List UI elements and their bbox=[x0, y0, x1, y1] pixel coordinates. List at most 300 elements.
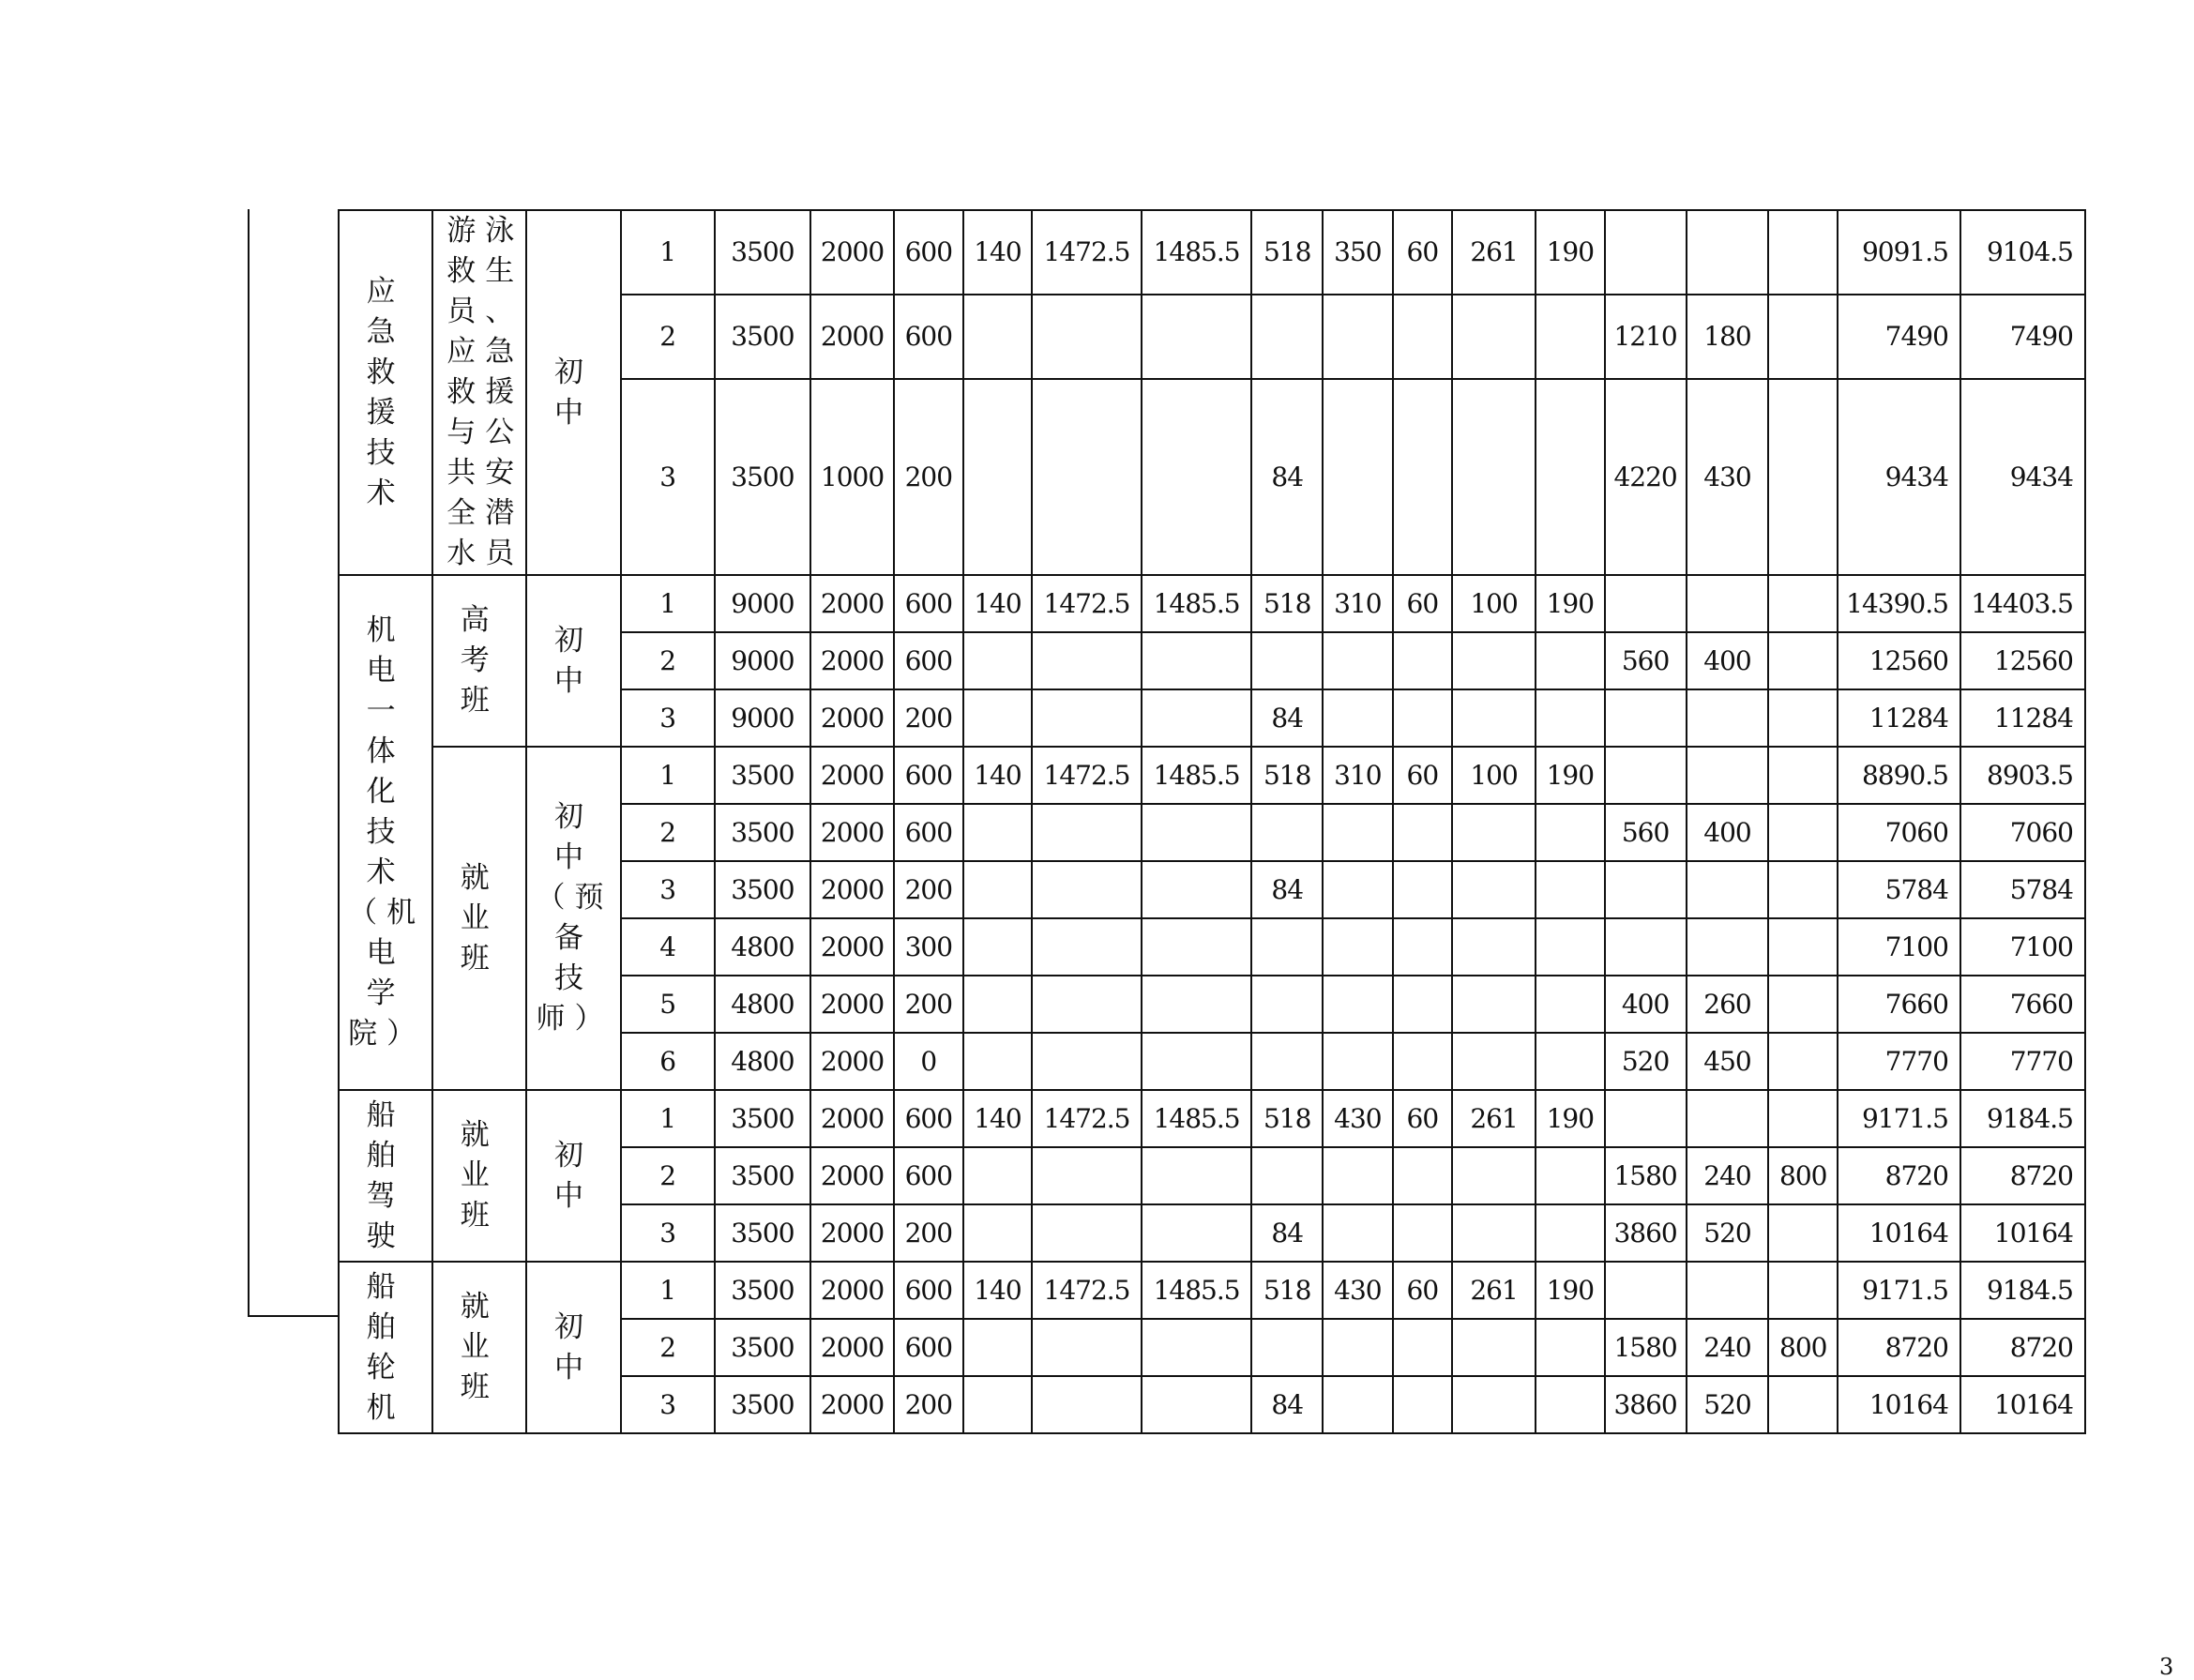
table-cell: 400 bbox=[1687, 632, 1769, 689]
table-cell bbox=[1032, 1147, 1142, 1204]
table-cell: 2000 bbox=[810, 1090, 894, 1147]
table-cell bbox=[1142, 1204, 1252, 1262]
table-cell: 8720 bbox=[1838, 1147, 1960, 1204]
table-cell: 261 bbox=[1452, 1262, 1536, 1319]
class-type: 就业班 bbox=[460, 1290, 499, 1404]
table-cell: 3 bbox=[621, 1204, 715, 1262]
table-cell: 190 bbox=[1536, 1262, 1605, 1319]
table-cell: 100 bbox=[1452, 575, 1536, 632]
table-cell bbox=[963, 295, 1033, 379]
table-cell: 260 bbox=[1687, 976, 1769, 1033]
table-cell: 60 bbox=[1393, 575, 1452, 632]
table-cell: 3860 bbox=[1605, 1204, 1687, 1262]
table-cell bbox=[1142, 1147, 1252, 1204]
table-cell: 1 bbox=[621, 210, 715, 295]
table-cell: 9091.5 bbox=[1838, 210, 1960, 295]
major-name: 机电一体化技术（机电学院） bbox=[348, 613, 426, 1051]
table-cell bbox=[1323, 1204, 1393, 1262]
table-cell: 200 bbox=[894, 689, 963, 747]
table-cell bbox=[1251, 295, 1323, 379]
table-cell bbox=[1142, 689, 1252, 747]
table-cell: 3500 bbox=[715, 747, 810, 804]
major-cell bbox=[339, 1090, 432, 1262]
table-cell: 9000 bbox=[715, 689, 810, 747]
table-cell: 520 bbox=[1687, 1204, 1769, 1262]
table-cell bbox=[1768, 1204, 1838, 1262]
table-cell: 600 bbox=[894, 1147, 963, 1204]
class-type-cell bbox=[432, 1090, 526, 1262]
table-cell: 1 bbox=[621, 1262, 715, 1319]
table-cell: 3500 bbox=[715, 210, 810, 295]
table-cell bbox=[1393, 1033, 1452, 1090]
page-number: 3 bbox=[2159, 1654, 2174, 1680]
table-cell bbox=[963, 1204, 1033, 1262]
table-cell: 8720 bbox=[1838, 1319, 1960, 1376]
class-type-cell bbox=[432, 1262, 526, 1433]
table-cell: 1 bbox=[621, 1090, 715, 1147]
table-cell: 1580 bbox=[1605, 1147, 1687, 1204]
table-cell: 2000 bbox=[810, 575, 894, 632]
table-cell bbox=[1687, 575, 1769, 632]
table-cell: 200 bbox=[894, 976, 963, 1033]
table-cell bbox=[963, 918, 1033, 976]
table-cell bbox=[1768, 295, 1838, 379]
entry-level-cell bbox=[526, 210, 620, 575]
table-cell bbox=[1142, 861, 1252, 918]
table-cell bbox=[1452, 379, 1536, 575]
entry-level-cell bbox=[526, 1090, 620, 1262]
table-cell: 190 bbox=[1536, 1090, 1605, 1147]
table-cell: 7490 bbox=[1960, 295, 2085, 379]
table-cell: 2000 bbox=[810, 918, 894, 976]
table-cell: 7060 bbox=[1838, 804, 1960, 861]
table-cell bbox=[1251, 1147, 1323, 1204]
table-cell bbox=[963, 1319, 1033, 1376]
table-cell bbox=[1768, 861, 1838, 918]
table-cell bbox=[1536, 1147, 1605, 1204]
table-cell bbox=[1393, 1204, 1452, 1262]
class-type-cell bbox=[432, 210, 526, 575]
table-cell: 261 bbox=[1452, 1090, 1536, 1147]
table-cell bbox=[1142, 379, 1252, 575]
table-cell: 4800 bbox=[715, 976, 810, 1033]
table-cell bbox=[1605, 1262, 1687, 1319]
table-cell: 9000 bbox=[715, 632, 810, 689]
table-cell: 5784 bbox=[1960, 861, 2085, 918]
table-cell bbox=[1536, 976, 1605, 1033]
table-cell bbox=[1687, 1090, 1769, 1147]
table-cell bbox=[1768, 210, 1838, 295]
table-cell bbox=[1393, 861, 1452, 918]
entry-level-cell bbox=[526, 1262, 620, 1433]
table-cell: 1485.5 bbox=[1142, 575, 1252, 632]
table-cell: 8903.5 bbox=[1960, 747, 2085, 804]
table-cell: 5784 bbox=[1838, 861, 1960, 918]
table-cell bbox=[1605, 1090, 1687, 1147]
table-cell: 560 bbox=[1605, 804, 1687, 861]
table-cell bbox=[1032, 379, 1142, 575]
table-cell: 8720 bbox=[1960, 1319, 2085, 1376]
table-cell: 2000 bbox=[810, 747, 894, 804]
table-cell bbox=[1032, 861, 1142, 918]
table-cell bbox=[1768, 1090, 1838, 1147]
table-cell bbox=[1768, 1262, 1838, 1319]
table-cell: 84 bbox=[1251, 689, 1323, 747]
blank-first-column bbox=[248, 209, 338, 1317]
table-cell: 3 bbox=[621, 379, 715, 575]
table-cell: 3500 bbox=[715, 1147, 810, 1204]
table-cell bbox=[1032, 632, 1142, 689]
table-cell: 10164 bbox=[1960, 1376, 2085, 1433]
table-cell: 0 bbox=[894, 1033, 963, 1090]
table-cell: 261 bbox=[1452, 210, 1536, 295]
table-cell bbox=[1452, 1033, 1536, 1090]
table-cell bbox=[1251, 1033, 1323, 1090]
table-cell: 5 bbox=[621, 976, 715, 1033]
table-row bbox=[339, 1262, 2085, 1319]
table-cell bbox=[1032, 689, 1142, 747]
table-cell bbox=[1768, 747, 1838, 804]
table-cell: 1580 bbox=[1605, 1319, 1687, 1376]
table-cell: 200 bbox=[894, 861, 963, 918]
table-cell: 518 bbox=[1251, 747, 1323, 804]
table-cell: 11284 bbox=[1838, 689, 1960, 747]
table-cell bbox=[1142, 918, 1252, 976]
table-cell bbox=[1536, 861, 1605, 918]
table-cell bbox=[1687, 689, 1769, 747]
table-cell: 600 bbox=[894, 575, 963, 632]
table-cell: 2000 bbox=[810, 1204, 894, 1262]
table-cell: 3 bbox=[621, 1376, 715, 1433]
table-cell: 400 bbox=[1687, 804, 1769, 861]
table-cell: 2000 bbox=[810, 689, 894, 747]
fee-table-page bbox=[248, 209, 2174, 1680]
table-cell bbox=[1605, 210, 1687, 295]
table-cell: 7060 bbox=[1960, 804, 2085, 861]
table-cell bbox=[1536, 918, 1605, 976]
table-cell: 11284 bbox=[1960, 689, 2085, 747]
table-cell bbox=[1393, 804, 1452, 861]
table-cell bbox=[1393, 632, 1452, 689]
table-cell: 2000 bbox=[810, 210, 894, 295]
table-cell bbox=[1393, 1147, 1452, 1204]
table-cell: 60 bbox=[1393, 747, 1452, 804]
table-cell bbox=[1452, 295, 1536, 379]
table-cell: 600 bbox=[894, 1319, 963, 1376]
fee-table bbox=[338, 209, 2086, 1434]
table-cell: 600 bbox=[894, 1262, 963, 1319]
table-cell: 7490 bbox=[1838, 295, 1960, 379]
table-cell bbox=[1536, 1033, 1605, 1090]
table-cell: 4220 bbox=[1605, 379, 1687, 575]
entry-level-cell bbox=[526, 575, 620, 747]
table-cell: 3500 bbox=[715, 1262, 810, 1319]
table-cell: 240 bbox=[1687, 1147, 1769, 1204]
table-cell: 100 bbox=[1452, 747, 1536, 804]
table-cell bbox=[1032, 976, 1142, 1033]
table-cell bbox=[1393, 918, 1452, 976]
table-cell: 1210 bbox=[1605, 295, 1687, 379]
table-cell: 60 bbox=[1393, 1090, 1452, 1147]
table-cell: 9184.5 bbox=[1960, 1090, 2085, 1147]
table-cell: 8720 bbox=[1960, 1147, 2085, 1204]
table-cell: 8890.5 bbox=[1838, 747, 1960, 804]
entry-level: 初中 bbox=[554, 1138, 593, 1213]
table-cell bbox=[1032, 1376, 1142, 1433]
class-type: 高考班 bbox=[460, 603, 499, 718]
table-cell: 1472.5 bbox=[1032, 1090, 1142, 1147]
table-cell bbox=[1323, 918, 1393, 976]
table-cell bbox=[1393, 689, 1452, 747]
table-cell bbox=[1605, 689, 1687, 747]
major-cell bbox=[339, 210, 432, 575]
major-cell bbox=[339, 1262, 432, 1433]
table-cell: 1485.5 bbox=[1142, 1262, 1252, 1319]
major-name: 船舶轮机 bbox=[366, 1269, 405, 1425]
table-cell bbox=[1323, 861, 1393, 918]
table-cell: 140 bbox=[963, 747, 1033, 804]
table-cell: 800 bbox=[1768, 1147, 1838, 1204]
table-cell: 140 bbox=[963, 1090, 1033, 1147]
table-cell: 600 bbox=[894, 1090, 963, 1147]
table-cell: 9000 bbox=[715, 575, 810, 632]
table-cell: 2000 bbox=[810, 1376, 894, 1433]
table-cell: 2000 bbox=[810, 632, 894, 689]
table-cell: 1472.5 bbox=[1032, 747, 1142, 804]
table-cell: 600 bbox=[894, 210, 963, 295]
table-cell bbox=[1605, 575, 1687, 632]
table-cell: 7770 bbox=[1960, 1033, 2085, 1090]
table-cell bbox=[1452, 1147, 1536, 1204]
table-cell: 180 bbox=[1687, 295, 1769, 379]
entry-level: 初中 bbox=[554, 623, 593, 698]
table-cell bbox=[1452, 1376, 1536, 1433]
table-cell: 300 bbox=[894, 918, 963, 976]
entry-level: 初中 bbox=[554, 1309, 593, 1385]
table-cell bbox=[1687, 918, 1769, 976]
table-cell: 84 bbox=[1251, 1376, 1323, 1433]
table-cell bbox=[1452, 918, 1536, 976]
table-cell: 190 bbox=[1536, 210, 1605, 295]
table-cell bbox=[1323, 689, 1393, 747]
table-cell: 2 bbox=[621, 295, 715, 379]
table-cell bbox=[1452, 689, 1536, 747]
table-cell: 140 bbox=[963, 1262, 1033, 1319]
table-cell bbox=[1536, 1319, 1605, 1376]
table-cell: 430 bbox=[1687, 379, 1769, 575]
table-cell: 9171.5 bbox=[1838, 1090, 1960, 1147]
table-cell bbox=[1768, 379, 1838, 575]
table-cell: 350 bbox=[1323, 210, 1393, 295]
table-cell: 12560 bbox=[1960, 632, 2085, 689]
table-cell: 10164 bbox=[1838, 1204, 1960, 1262]
table-cell: 200 bbox=[894, 1204, 963, 1262]
table-cell bbox=[1536, 689, 1605, 747]
table-cell bbox=[1032, 1033, 1142, 1090]
table-cell: 3500 bbox=[715, 295, 810, 379]
table-row bbox=[339, 575, 2085, 632]
entry-level: 初中（预备技师） bbox=[536, 800, 613, 1036]
table-cell: 310 bbox=[1323, 747, 1393, 804]
table-cell: 2000 bbox=[810, 976, 894, 1033]
table-cell bbox=[1687, 747, 1769, 804]
table-cell bbox=[1393, 379, 1452, 575]
table-cell: 84 bbox=[1251, 379, 1323, 575]
major-name: 应急救援技术 bbox=[366, 274, 405, 510]
table-cell: 600 bbox=[894, 632, 963, 689]
table-cell: 518 bbox=[1251, 210, 1323, 295]
table-cell bbox=[1605, 747, 1687, 804]
table-cell: 2000 bbox=[810, 1319, 894, 1376]
table-cell bbox=[1768, 1376, 1838, 1433]
class-type: 就业班 bbox=[460, 1118, 499, 1233]
table-cell: 2000 bbox=[810, 1262, 894, 1319]
table-cell: 1485.5 bbox=[1142, 210, 1252, 295]
table-cell bbox=[1536, 1204, 1605, 1262]
table-cell bbox=[1032, 804, 1142, 861]
table-cell bbox=[1536, 804, 1605, 861]
table-cell bbox=[1142, 976, 1252, 1033]
table-cell: 1472.5 bbox=[1032, 575, 1142, 632]
table-cell bbox=[1142, 1376, 1252, 1433]
table-cell bbox=[1536, 295, 1605, 379]
table-cell bbox=[1323, 1033, 1393, 1090]
table-row bbox=[339, 210, 2085, 295]
table-cell: 14390.5 bbox=[1838, 575, 1960, 632]
table-cell bbox=[1251, 918, 1323, 976]
table-cell bbox=[1452, 1204, 1536, 1262]
table-cell bbox=[1323, 1376, 1393, 1433]
table-cell: 1485.5 bbox=[1142, 747, 1252, 804]
table-cell: 2000 bbox=[810, 1033, 894, 1090]
table-cell bbox=[1393, 1376, 1452, 1433]
table-cell bbox=[963, 1376, 1033, 1433]
table-cell bbox=[1536, 1376, 1605, 1433]
table-cell: 2 bbox=[621, 632, 715, 689]
table-cell: 60 bbox=[1393, 1262, 1452, 1319]
table-cell: 4 bbox=[621, 918, 715, 976]
table-cell: 9171.5 bbox=[1838, 1262, 1960, 1319]
table-cell bbox=[963, 861, 1033, 918]
table-cell: 3500 bbox=[715, 1090, 810, 1147]
table-cell bbox=[1768, 575, 1838, 632]
table-cell bbox=[1142, 1319, 1252, 1376]
table-cell bbox=[1687, 210, 1769, 295]
table-cell bbox=[1323, 379, 1393, 575]
table-cell bbox=[1393, 976, 1452, 1033]
table-cell: 400 bbox=[1605, 976, 1687, 1033]
table-cell: 2 bbox=[621, 1319, 715, 1376]
table-cell: 1 bbox=[621, 575, 715, 632]
table-cell: 200 bbox=[894, 379, 963, 575]
class-type: 就业班 bbox=[460, 860, 499, 976]
table-cell: 430 bbox=[1323, 1262, 1393, 1319]
table-cell bbox=[963, 379, 1033, 575]
table-cell: 518 bbox=[1251, 1262, 1323, 1319]
table-cell bbox=[1768, 632, 1838, 689]
table-cell bbox=[963, 1147, 1033, 1204]
table-cell bbox=[1768, 804, 1838, 861]
table-cell: 4800 bbox=[715, 918, 810, 976]
entry-level: 初中 bbox=[554, 355, 593, 430]
table-cell: 518 bbox=[1251, 1090, 1323, 1147]
table-cell bbox=[1142, 295, 1252, 379]
table-cell: 800 bbox=[1768, 1319, 1838, 1376]
table-cell: 520 bbox=[1605, 1033, 1687, 1090]
table-cell: 2000 bbox=[810, 1147, 894, 1204]
table-cell bbox=[1142, 804, 1252, 861]
entry-level-cell bbox=[526, 747, 620, 1090]
table-cell bbox=[1452, 1319, 1536, 1376]
table-cell: 4800 bbox=[715, 1033, 810, 1090]
table-cell: 6 bbox=[621, 1033, 715, 1090]
table-cell: 2000 bbox=[810, 861, 894, 918]
table-cell bbox=[1032, 295, 1142, 379]
table-cell: 3 bbox=[621, 861, 715, 918]
table-cell: 600 bbox=[894, 295, 963, 379]
table-cell: 560 bbox=[1605, 632, 1687, 689]
table-cell: 1472.5 bbox=[1032, 210, 1142, 295]
table-cell: 310 bbox=[1323, 575, 1393, 632]
table-cell: 2 bbox=[621, 804, 715, 861]
table-cell: 3500 bbox=[715, 1204, 810, 1262]
table-cell: 12560 bbox=[1838, 632, 1960, 689]
major-cell bbox=[339, 575, 432, 1090]
table-cell: 2000 bbox=[810, 804, 894, 861]
class-type-cell bbox=[432, 747, 526, 1090]
table-cell: 10164 bbox=[1838, 1376, 1960, 1433]
table-cell: 200 bbox=[894, 1376, 963, 1433]
table-cell bbox=[1323, 632, 1393, 689]
table-cell bbox=[1452, 632, 1536, 689]
table-cell: 7100 bbox=[1960, 918, 2085, 976]
table-cell: 84 bbox=[1251, 1204, 1323, 1262]
table-cell: 1472.5 bbox=[1032, 1262, 1142, 1319]
table-cell: 140 bbox=[963, 575, 1033, 632]
table-cell: 9184.5 bbox=[1960, 1262, 2085, 1319]
table-cell bbox=[1251, 1319, 1323, 1376]
table-cell bbox=[1032, 918, 1142, 976]
table-cell: 600 bbox=[894, 804, 963, 861]
table-cell bbox=[1605, 918, 1687, 976]
table-cell bbox=[1768, 976, 1838, 1033]
table-cell bbox=[1323, 295, 1393, 379]
table-cell: 3500 bbox=[715, 804, 810, 861]
table-cell: 2 bbox=[621, 1147, 715, 1204]
table-row bbox=[339, 747, 2085, 804]
table-cell: 3500 bbox=[715, 379, 810, 575]
table-cell: 1 bbox=[621, 747, 715, 804]
table-cell bbox=[963, 1033, 1033, 1090]
table-cell: 9434 bbox=[1838, 379, 1960, 575]
table-cell: 1000 bbox=[810, 379, 894, 575]
table-cell: 3 bbox=[621, 689, 715, 747]
table-cell bbox=[1251, 632, 1323, 689]
table-cell: 14403.5 bbox=[1960, 575, 2085, 632]
table-cell: 140 bbox=[963, 210, 1033, 295]
table-cell: 7770 bbox=[1838, 1033, 1960, 1090]
table-cell: 190 bbox=[1536, 747, 1605, 804]
table-cell: 3500 bbox=[715, 861, 810, 918]
table-cell bbox=[1687, 861, 1769, 918]
table-cell bbox=[1323, 976, 1393, 1033]
table-cell bbox=[963, 804, 1033, 861]
major-name: 船舶驾驶 bbox=[366, 1097, 405, 1253]
table-cell: 60 bbox=[1393, 210, 1452, 295]
table-cell bbox=[1393, 1319, 1452, 1376]
table-cell: 2000 bbox=[810, 295, 894, 379]
class-type: 游泳救生员、应急救援与公共安全潜水员 bbox=[446, 214, 524, 570]
